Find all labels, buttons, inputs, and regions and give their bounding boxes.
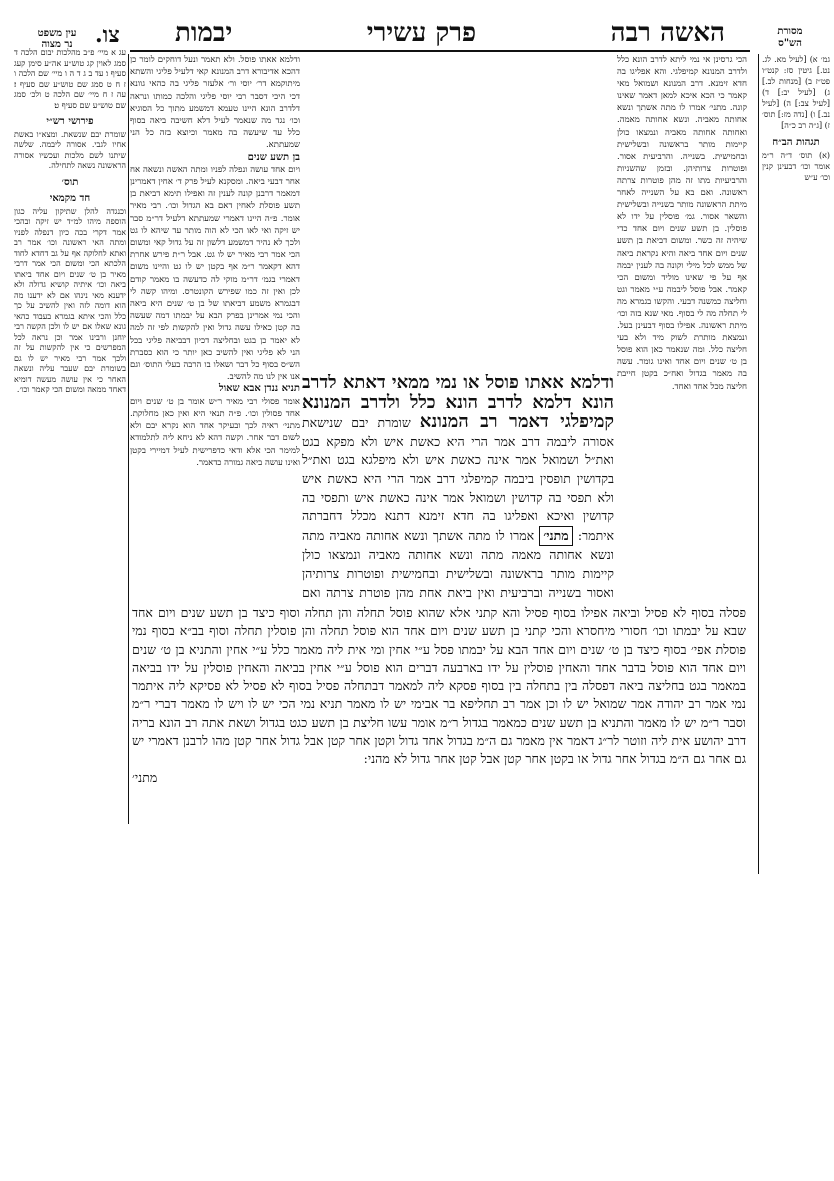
tosafot-heading-2: תניא ננדן אבא שאול xyxy=(218,383,300,395)
gemara-continuation: פסלה בסוף לא פסיל וביאה אפילו בסוף פסיל והא קתני אלא שהוא פוסל תחלה והן תחלה וסוף כיצד בן תשע שנים ויום אחד שבא על יבמתו וכו׳ חסורי מיחסרא והכי קתני בן תשע שנים ויום אחד הוא פוסל תחלה והן פוסלין תחלה וסוף בב״א בסוף נמי פוסלת אפי׳ בסוף כיצד בן ט׳ שנים ויום אחד הבא על יבמתו פסל ע״י אחין ומי אית ליה מאמר כלל ע״י אחין והתניא בן ט׳ שנים ויום אחד הוא פוסל בדבר אחד והאחין פוסלין על ידו בארבעה דברים הוא פוסל ע״י אחין בביאה והאחין פוסלין על ידו בביאה במאמר בגט בחליצה ביאה דפסלה בין בתחלה בין בסוף פסקא ליה למאמר דבתחלה פסיל בסוף לא פסיל לא פסיקא ליה איתמר נמי אמר רב יהודה אמר שמואל יש לו וכן אמר רב תחליפא בר אבימי יש לו מאמר תניא נמי הכי יש לו ויש לו מאמר דברי ר״מ וסבר ר״מ יש לו מאמר והתניא בן תשע שנים כמאמר בגדול ר״מ אומר עשו חליצת בן תשע כגט בגדול ושאת אתה רב הונא בריה דרב יהושע אית ליה וזוטר לר״ג דאמר אין מאמר גם ה״מ בגדול אחד גדול וקטן אחר קטן אבל גדול אחר קטן מהו לרבנן דאמרי יש גם אחר גם ה״מ בגדול אחר גדול או בקטן אחר קטן אבל קטן אחר גדול לא מהני: xyxy=(132,605,746,767)
left-margin-column xyxy=(14,26,126,886)
rashi-text: הכי גרסינן אי נמי ליתא לדרב הונא כלל ולדרב המנונא קמיפלגי. והא אפליגו בה חדא זימנא. דרב המנונא ושמואל מאי קאמר כי הכא איכא למאן דאמר שאינו קונה. מתני׳ אמרו לו מתה אשתך ונשא אחותה מאביה. ונשא אחותה מאמה. ואחותה אחותה מאביה ונמצאו כולן קיימות מותר בראשונה ובשלישית ובחמישית. בשנייה. והרביעית אסור. ופוטרות צרותיהן. ובזמן שהשניות והרביעיות מתו זה מהן פוטרות צרתה ראשונה. ואם בא על השנייה לאחר מיתת הראשונה מותר בשנייה ובשלישית והשאר אסור. גמ׳ פוסלין על ידו לא פוסלין. בן תשע שנים ויום אחד כדי שיהיה זה כשר. ומשום דביאת בן תשע שנים ויום אחד ביאה והיא נקראת ביאה של ממש לכל מילי וקונה בה לענין יבמה אף על פי שאינו מוליד ומשום הכי קאמר. אבל פוסל ליבמה ע״י מאמר וגט וחליצה כמשנה דבעי. והקשו בגמרא מה לי תחלה מה לי בסוף. מאי שנא בזה וכו׳ מיתת ראשונה. אפילו בסוף דבעינן בעל. ונמצאת מותרת לשוק מיד ולא בעי חליצה כלל. ומה שנאמר כאן הוא פוסל בן ט׳ שנים ויום אחד ואינו גומר. עשה בה מאמר בגדול ואח״כ בקטן חייבת חליצה מכל אחד ואחד. xyxy=(617,55,747,392)
masoret-label: מסורת הש"ס xyxy=(777,26,803,49)
tosafot-top-text: ודלמא אאתו פוסל. ולא תאמר ונעל דוחקים לומר כן דהכא אדיבורא דרב המנונא קאי דלעיל פליגי והשתא מיתוקמא דר׳ יוסי ור׳ אלעזר פליגי בה כהאי גוונא דכי היכי דסבר רבי יוסי פליגי והלכה כמותו ונראה דלדרב הונא היינו טעמא דמשמע מתוך כל הסוגיא וכו׳ נגד מה שנאמר לעיל דלא חשיבה ביאה בסוף כלל עד שיעשה בה מאמר וכיוצא בזה כל הני שמעתתא. xyxy=(130,55,300,151)
hagahot-text: (א) תוס׳ ד״ה ר״מ אומר וכו׳ דבעינן קנין וכו׳ ע״ש xyxy=(762,151,830,182)
ein-mishpat-label: עין משפט נר מצוה xyxy=(37,28,77,50)
tosafot-body-text: ויום אחד עושה ונפלה לפניו ומתה האשה ונשאה אח אחר דבעי ביאה. ומסקנא לעיל פרק ד׳ אחין דאמרינן דמאמר דרבנן קונה לענין זה ואפילו תימא דביאת בן תשע פוסלת לאחין דאם בא הגדול וכו׳. רבי מאיר אומר. פ״ה היינו דאמרי שמעתתא דלעיל דר״מ סבר יש זיקה ואי לאו הכי לא הוה מותר עד שיהא לו גט ולכך לא נהיר דמשמע דלשון זה על גדול קאי ומשום הכי אמר רבי מאיר יש לו גט. אבל ר״ת פירש אחרת דהא דקאמר ר״מ אף בקטן יש לו גט והיינו משום דאמרי בגמ׳ דר״מ מוקי לה כדעשה בו מאמר קודם לכן ואין זה כמו שפירש הקונטרס. ומיהו קשה לי דבגמרא משמע דביאתו של בן ט׳ שנים היא ביאה והכי נמי אמרינן בפרק הבא על יבמתו דמה שעשה בה קטן כאילו עשה גדול ואין להקשות לפי זה למה לא יאמר כן בגט ובחליצה דכיון דבביאה פליגי בכל הני לא פליגי ואין להשיב כאן יותר כי הוא כסברת הש״ס בסוף כל דבר ושאלו בו הרבה בעלי התוס׳ וגם אנו אין לנו מה להשיב. xyxy=(130,164,300,383)
gemara-end-mark: מתני׳ xyxy=(132,769,158,785)
tosafot-column xyxy=(130,54,300,594)
column-divider-right xyxy=(758,54,759,874)
hagahot-title: תגהות הב״ח xyxy=(772,137,820,148)
chad-mikamai-text: וכנגדה להלן שתיקון עליה כגון הוספה מיהו למ״ד יש זיקה ובהכי אמר דקרי בכה כיון דנפלה לפניו ומתה האי ראשונה וכו׳ אמר רב ואתא לחלוקה אף על גב דחדא לחוד הלכתא הכי ומשום הכי אמר דרבי מאיר בן ט׳ שנים ויום אחד ביאתו ביאה וכו׳ איתיה קושיא גדולה ולא ידענא מאי נינהו אם לא ידענו מה הוא דומה לזה ואין להשיב על כך כלל והכי איתא בגמרא בעבוד כהאי גונא שאלו אם יש לו ולכן הקשה רבי יוחנן ורבינו אמר וכן נראה לכל המפרשים כי אין להקשות על זה ולכך אמר רבי מאיר יש לו גם בשומרת יבם שעבר עליה ונשאה האחר כי אין עושה מעשה דומיא דאחד ממאה ומשום הכי קאמר וכו׳. xyxy=(14,206,126,394)
gemara-top-block xyxy=(302,374,614,600)
header-chapter-name: האשה רבה xyxy=(610,18,725,48)
column-divider-left xyxy=(128,54,129,824)
header-chapter: פרק עשירי xyxy=(366,18,477,48)
masoret-text: גמ׳ א) [לעיל מא. לג. נט.] גיטין סז: קנט״ו פט״ז ב) [מנחות לב.] ג) [לעיל יב:] ד) [לעיל צב:] ה) [לעיל נב.] ו) [נדה מז:] תוס׳ ז) [ג״ה רב כ״ה] xyxy=(762,55,830,130)
right-margin-column xyxy=(762,54,830,354)
page-header xyxy=(175,18,725,48)
tosafot-body2-text: אומר פסולי רבי מאיר ר״ש אומר בן ט׳ שנים ויום אחד פסולין וכו׳. פ״ה תנאי היא ואין כאן מחלוקת. מתני׳ ראיה לכך ובעיקר אחד הוא נקרא יבם ולא לשום דבר אחר. וקשה דהא לא ניחא ליה לתלמודא למימר הכי אלא ודאי כדפרישית לעיל דמיירי בקטן ואינו עושה ביאה גמורה כדאמר. xyxy=(130,396,300,468)
perushei-rashi-text: שומרת יבם שנשאת. ומצא״ו באשת אחיו לגבי. אסורה ליבמה. שלשה שיתנו לשם מלכות ועכשיו אסורה הראשונה נשאה לתחילה. xyxy=(14,129,126,170)
chad-mikamai-title: חד מקמאי xyxy=(49,193,91,204)
perushei-rashi-title: פירושי רש״י xyxy=(46,116,94,127)
header-tractate: יבמות xyxy=(175,18,233,48)
ein-mishpat-text: עג א מיי׳ פ״ב מהלכות יבום הלכה ד סמג לאוין קג טוש״ע אה״ע סימן קעג סעיף ו׃ עד ב ג ד ה ו מיי׳ שם הלכה ו ז ח ט סמג שם טוש״ע שם סעיף ז׃ עה ז ח מיי׳ שם הלכה ט ולכ׳ סמג שם טוש״ע שם סעיף ט׃ xyxy=(14,48,126,110)
mishna-label: מתני׳ xyxy=(539,526,572,547)
header-rule xyxy=(130,50,750,52)
tosafot-heading-1: בן תשע שנים xyxy=(247,151,300,163)
gemara-opening: ודלמא אאתו פוסל או נמי ממאי דאתא לדרב הונא דלמא לדרב הונא כלל ולדרב המנונא קמיפלגי דאמר רב המנונא xyxy=(302,374,614,433)
gemara-bottom-block xyxy=(132,604,746,832)
mishna-text: אמרו לו מתה אשתך ונשא אחותה מאביה מתה ונשא אחותה מאמה מתה ונשא אחותה מאביה ונמצאו כולן קיימות מותר בראשונה ובשלישית ובחמישית ופוטרות צרותיהן ואסור בשנייה וברביעית ואין ביאת אחת מהן פוטרת צרתה ואם xyxy=(302,527,614,600)
tosafot-title-left: תוס׳ xyxy=(61,176,79,188)
gemara-lines: שומרת יבם שנישאת אסורה ליבמה דרב אמר הרי היא כאשת איש ולא מפקא בגט ואת״ל ושמואל אמר אינה כאשת איש ולא מיפלגא בגט ואת״ל בקדושין תופסין ביבמה קמיפלגי דרב אמר הרי היא כאשת איש ולא תפסי בה קדושין ושמואל אמר אינה כאשת איש ותפסי בה קדושין ואיכא ואפליגו בה חדא זימנא דתנא מכלל דחברתה איתמר: xyxy=(302,415,614,543)
daf-number: צו. xyxy=(95,22,120,48)
